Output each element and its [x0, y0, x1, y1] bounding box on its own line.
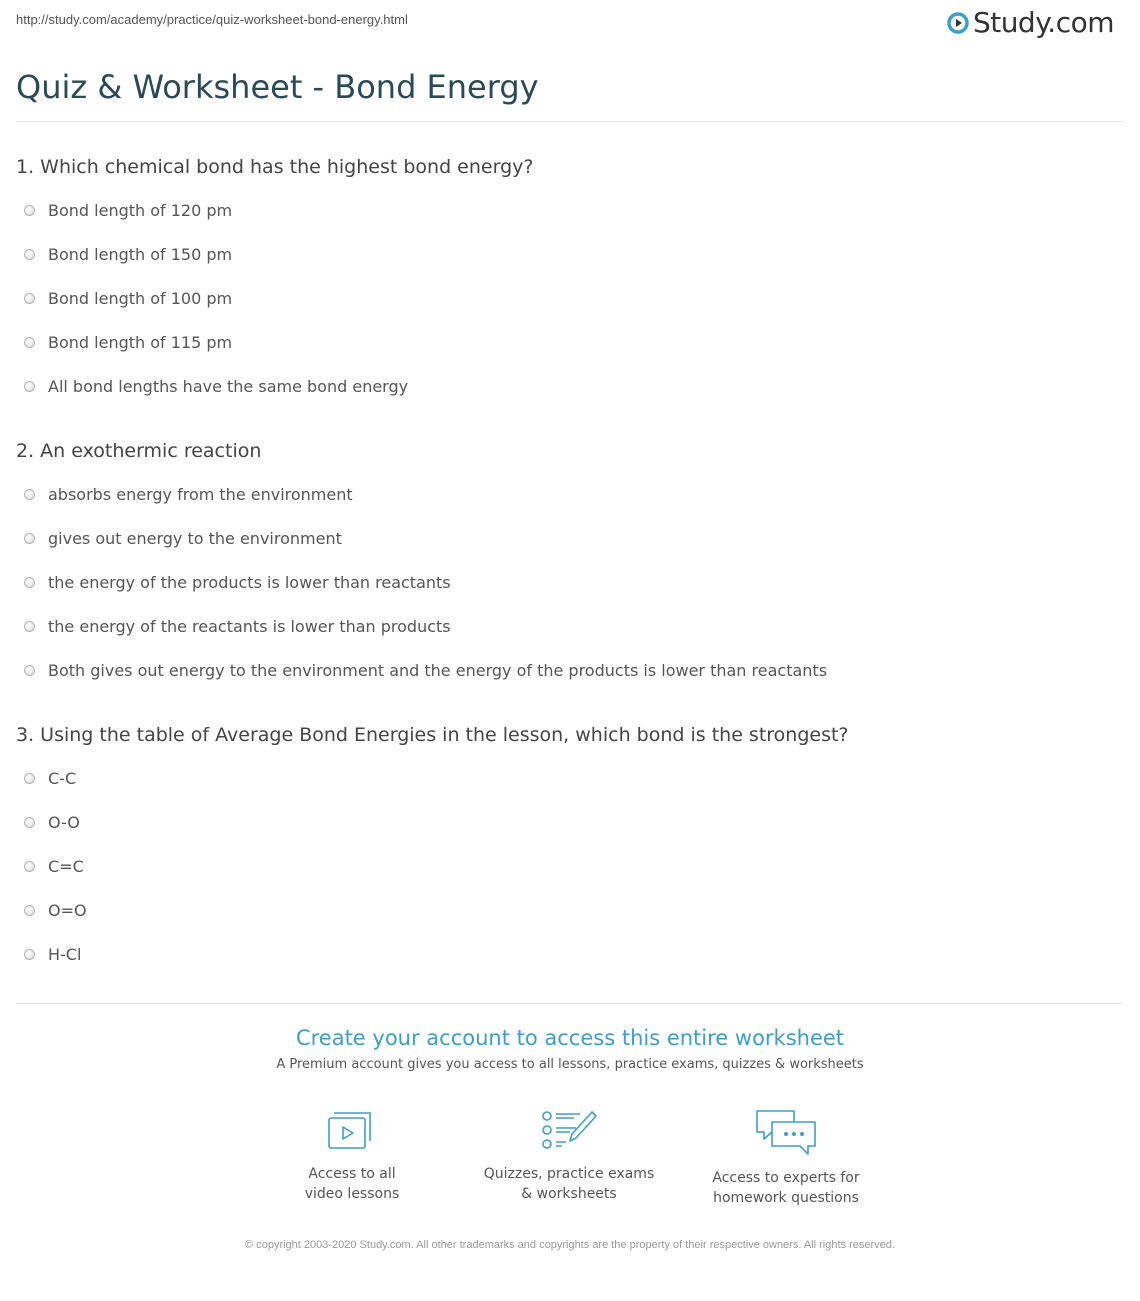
- option-label: Both gives out energy to the environment and the energy of the products is lower than reactants: [48, 661, 828, 680]
- option-label: O=O: [48, 901, 87, 920]
- radio-button[interactable]: [24, 949, 35, 960]
- create-account-link[interactable]: Create your account to access this entire worksheet: [295, 1026, 845, 1050]
- feature-line: & worksheets: [521, 1186, 617, 1202]
- quiz-checklist-icon: [540, 1108, 598, 1154]
- radio-button[interactable]: [24, 337, 35, 348]
- answer-option[interactable]: [24, 769, 76, 788]
- study-logo[interactable]: [947, 6, 1114, 39]
- option-label: C=C: [48, 857, 84, 876]
- question-title: 1. Which chemical bond has the highest bond energy?: [16, 156, 534, 178]
- answer-option[interactable]: [24, 573, 451, 592]
- header-divider: [16, 121, 1124, 122]
- cta-subheading: A Premium account gives you access to all lessons, practice exams, quizzes & worksheets: [276, 1057, 864, 1072]
- option-label: the energy of the reactants is lower than products: [48, 617, 451, 636]
- answer-option[interactable]: [24, 661, 827, 680]
- question-title: 2. An exothermic reaction: [16, 440, 262, 462]
- feature-line: Access to experts for: [712, 1170, 860, 1186]
- logo-text: Study.com: [972, 6, 1114, 39]
- option-label: Bond length of 120 pm: [48, 201, 233, 220]
- page-url: http://study.com/academy/practice/quiz-worksheet-bond-energy.html: [16, 12, 408, 27]
- answer-option[interactable]: [24, 529, 342, 548]
- answer-option[interactable]: [24, 857, 84, 876]
- radio-button[interactable]: [24, 489, 35, 500]
- answer-option[interactable]: [24, 333, 232, 352]
- feature-line: homework questions: [713, 1190, 859, 1206]
- radio-button[interactable]: [24, 577, 35, 588]
- answer-option[interactable]: [24, 245, 232, 264]
- video-lessons-icon: [326, 1108, 378, 1154]
- option-label: Bond length of 115 pm: [48, 333, 233, 352]
- feature-quizzes: [469, 1108, 669, 1204]
- option-label: O-O: [48, 813, 80, 832]
- radio-button[interactable]: [24, 533, 35, 544]
- option-label: Bond length of 100 pm: [48, 289, 233, 308]
- section-divider: [16, 1003, 1124, 1004]
- radio-button[interactable]: [24, 293, 35, 304]
- play-circle-icon: [947, 12, 969, 34]
- answer-option[interactable]: [24, 201, 232, 220]
- feature-line: video lessons: [304, 1186, 400, 1202]
- radio-button[interactable]: [24, 621, 35, 632]
- radio-button[interactable]: [24, 249, 35, 260]
- answer-option[interactable]: [24, 617, 451, 636]
- feature-line: Access to all: [308, 1166, 396, 1182]
- option-label: All bond lengths have the same bond energy: [48, 377, 409, 396]
- radio-button[interactable]: [24, 381, 35, 392]
- feature-video-lessons: [252, 1108, 452, 1204]
- option-label: Bond length of 150 pm: [48, 245, 233, 264]
- radio-button[interactable]: [24, 205, 35, 216]
- radio-button[interactable]: [24, 861, 35, 872]
- answer-option[interactable]: [24, 377, 408, 396]
- page-title: Quiz & Worksheet - Bond Energy: [16, 68, 539, 106]
- radio-button[interactable]: [24, 665, 35, 676]
- option-label: gives out energy to the environment: [48, 529, 342, 548]
- feature-line: Quizzes, practice exams: [483, 1166, 655, 1182]
- copyright-footer: © copyright 2003-2020 Study.com. All other trademarks and copyrights are the property of their respective owners. All rights reserved.: [245, 1239, 895, 1251]
- answer-option[interactable]: [24, 901, 87, 920]
- radio-button[interactable]: [24, 905, 35, 916]
- answer-option[interactable]: [24, 945, 81, 964]
- option-label: C-C: [48, 769, 77, 788]
- radio-button[interactable]: [24, 773, 35, 784]
- answer-option[interactable]: [24, 289, 232, 308]
- feature-experts: [686, 1108, 886, 1208]
- answer-option[interactable]: [24, 485, 353, 504]
- option-label: absorbs energy from the environment: [48, 485, 353, 504]
- chat-bubbles-icon: [754, 1108, 818, 1158]
- answer-option[interactable]: [24, 813, 80, 832]
- question-title: 3. Using the table of Average Bond Energies in the lesson, which bond is the strongest?: [16, 724, 849, 746]
- radio-button[interactable]: [24, 817, 35, 828]
- option-label: H-Cl: [48, 945, 82, 964]
- option-label: the energy of the products is lower than reactants: [48, 573, 451, 592]
